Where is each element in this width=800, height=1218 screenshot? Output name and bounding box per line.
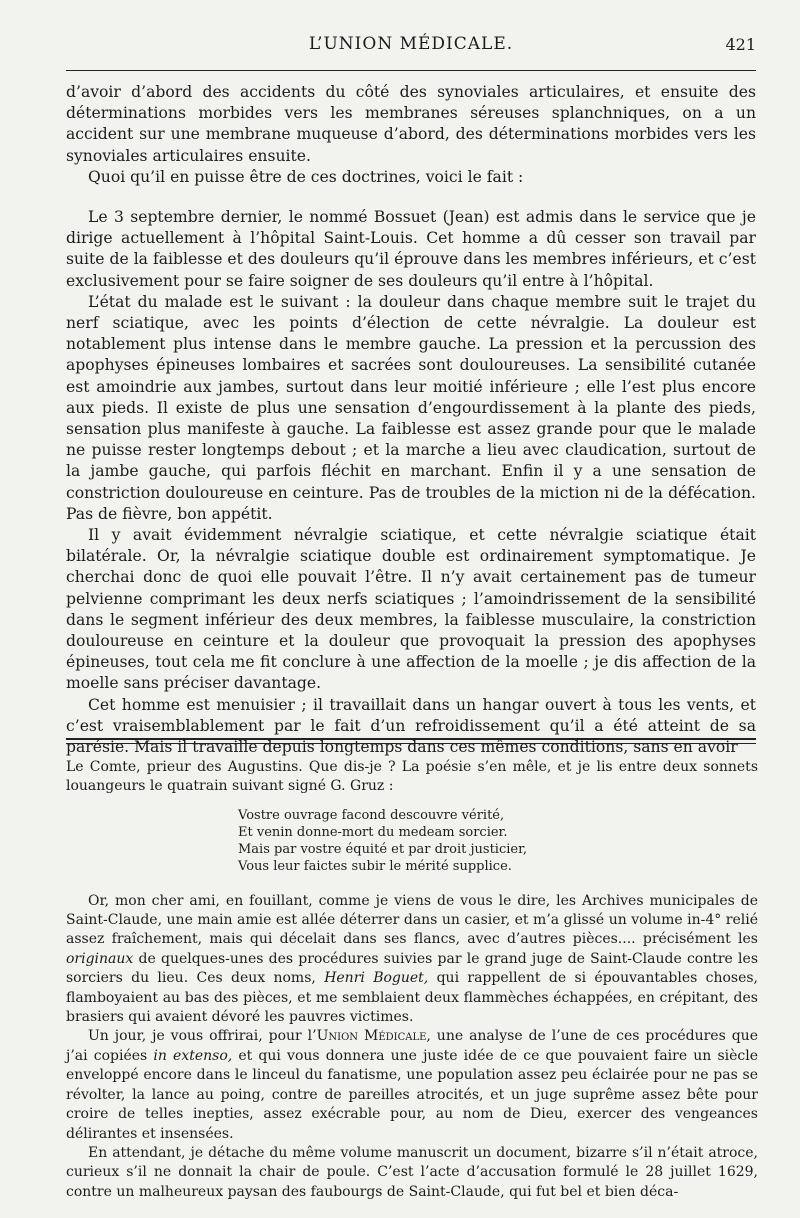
- feuilleton-paragraph-2: Or, mon cher ami, en fouillant, comme je viens de vous le dire, les Archives municipales de Saint-Claude, une main amie est allée déterrer dans un casier, et m’a glissé un volume in-4° relié assez fraîchement, mais qui décelait dans ses flancs, avec d’autres pièces.... précisément les originaux de quelques-unes des procédures suivies par le grand juge de Saint-Claude contre les sorciers du lieu. Ces deux noms, Henri Boguet, qui rappellent de si épouvantables choses, flamboyaient au bas des pièces, et me semblaient deux flammèches échappées, en crépitant, des brasiers qui avaient dévoré les pauvres victimes.: [66, 892, 759, 1026]
- article-paragraph-1: d’avoir d’abord des accidents du côté des synoviales articulaires, et ensuite des déterminations morbides vers les membranes séreuses splanchniques, on a un accident sur une membrane muqueuse d’abord, des déterminations morbides vers les synoviales articulaires ensuite.: [66, 83, 756, 165]
- quatrain: [238, 807, 758, 876]
- page-number: 421: [725, 35, 756, 54]
- running-head: [66, 32, 756, 62]
- article-paragraph-5: Il y avait évidemment névralgie sciatique, et cette névralgie sciatique était bilatérale. Or, la névralgie sciatique double est ordinairement symptomatique. Je cherchai donc de quoi elle pouvait l’être. Il n’y avait certainement pas de tumeur pelvienne comprimant les deux nerfs sciatiques ; l’amoindrissement de la sensibilité dans le segment inférieur des deux membres, la faiblesse musculaire, la constriction douloureuse en ceinture et la douleur que provoquait la pression des apophyses épineuses, tout cela me fit conclure à une affection de la moelle ; je dis affection de la moelle sans préciser davantage.: [66, 526, 756, 693]
- verse-line: Mais par vostre équité et par droit justicier,: [238, 842, 527, 858]
- article-paragraph-4: L’état du malade est le suivant : la douleur dans chaque membre suit le trajet du nerf sciatique, avec les points d’élection de cette névralgie. La douleur est notablement plus intense dans le membre gauche. La pression et la percussion des apophyses épineuses lombaires et sacrées sont douloureuses. La sensibilité cutanée est amoindrie aux jambes, surtout dans leur moitié inférieure ; elle l’est plus encore aux pieds. Il existe de plus une sensation d’engourdissement à la plante des pieds, sensation plus manifeste à gauche. La faiblesse est assez grande pour que le malade ne puisse rester longtemps debout ; et la marche a lieu avec claudication, surtout de la jambe gauche, qui parfois fléchit en marchant. Enfin il y a une sensation de constriction douloureuse en ceinture. Pas de troubles de la miction ni de la défécation. Pas de fièvre, bon appétit.: [66, 292, 756, 523]
- verse-line: Et venin donne-mort du medeam sorcier.: [238, 825, 508, 841]
- verse-line: Vous leur faictes subir le mérité supplice.: [238, 859, 512, 875]
- feuilleton: [66, 758, 758, 1202]
- feuilleton-paragraph-4: En attendant, je détache du même volume manuscrit un document, bizarre s’il n’était atroce, curieux s’il ne donnait la chair de poule. C’est l’acte d’accusation formulé le 28 juillet 1629, contre un malheureux paysan des faubourgs de Saint-Claude, qui fut bel et bien déca-: [66, 1144, 758, 1200]
- feuilleton-paragraph-3: Un jour, je vous offrirai, pour l’Union Médicale, une analyse de l’une de ces procédures que j’ai copiées in extenso, et qui vous donnera une juste idée de ce que pouvaient faire un siècle enveloppé encore dans le linceul du fanatisme, une population assez peu éclairée pour ne pas se révolter, la lance au poing, contre de pareilles atrocités, et un juge suprême assez bête pour croire de telles inepties, assez exécrable pour, au nom de Dieu, exercer des vengeances délirantes et insensées.: [66, 1028, 759, 1142]
- article-paragraph-6: Cet homme est menuisier ; il travaillait dans un hangar ouvert à tous les vents, et c’est vraisemblablement par le fait d’un refroidissement qu’il a été atteint de sa parésie. Mais il travaille depuis longtemps dans ces mêmes conditions, sans en avoir: [66, 695, 756, 757]
- header-rule: [66, 70, 756, 71]
- article-paragraph-3: Le 3 septembre dernier, le nommé Bossuet (Jean) est admis dans le service que je dirige actuellement à l’hôpital Saint-Louis. Cet homme a dû cesser son travail par suite de la faiblesse et des douleurs qu’il éprouve dans les membres inférieurs, et c’est exclusivement pour se faire soigner de ses douleurs qu’il entre à l’hôpital.: [66, 208, 756, 290]
- article-body: [66, 82, 756, 758]
- verse-line: Vostre ouvrage facond descouvre vérité,: [238, 807, 505, 823]
- feuilleton-separator: [66, 738, 756, 744]
- running-title: L’UNION MÉDICALE.: [308, 34, 514, 54]
- feuilleton-intro: Le Comte, prieur des Augustins. Que dis-je ? La poésie s’en mêle, et je lis entre deux sonnets louangeurs le quatrain suivant signé G. Gruz :: [66, 759, 758, 795]
- article-paragraph-2: Quoi qu’il en puisse être de ces doctrines, voici le fait :: [88, 167, 524, 186]
